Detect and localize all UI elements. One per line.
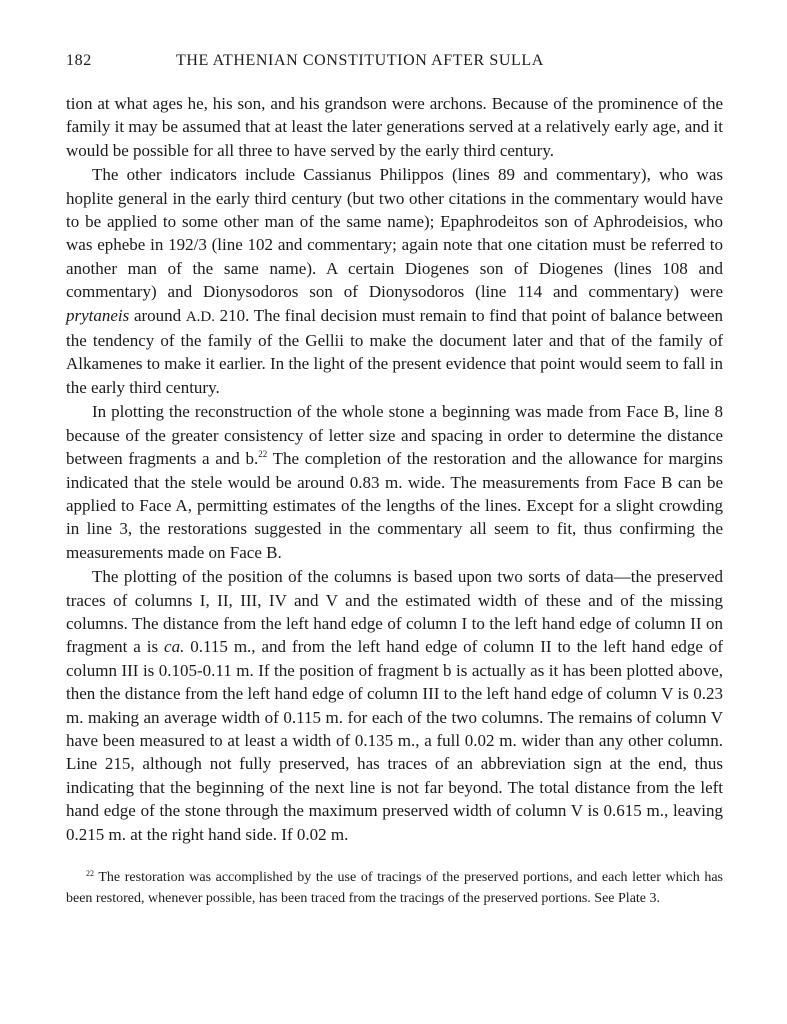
paragraph-1-text: tion at what ages he, his son, and his grandson were archons. Because of the prominence of the family it may be assumed that at least the later generations served at a relatively early age, and it would be possible for all three to have served by the early third century.	[66, 94, 723, 160]
footnote-reference: 22	[258, 449, 268, 460]
paragraph-2	[66, 163, 723, 399]
paragraph-1	[66, 92, 723, 162]
paragraph-3	[66, 400, 723, 564]
paragraph-2-text-b: around	[133, 305, 182, 325]
running-title: THE ATHENIAN CONSTITUTION AFTER SULLA	[176, 52, 544, 69]
running-head	[66, 52, 723, 82]
paragraph-2-era: A.D.	[185, 308, 215, 325]
footnote-text: The restoration was accomplished by the use of tracings of the preserved portions, and each letter which has been restored, whenever possible, has been traced from the tracings of the preserved portions. See Plate 3.	[66, 870, 724, 906]
paragraph-4-text-a: The plotting of the position of the columns is based upon two sorts of data—the preserved traces of columns I, II, III, IV and V and the estimated width of these and of the missing columns. The distance from the left hand edge of column I to the left hand edge of column II on fragment a is	[66, 567, 723, 657]
body-text	[66, 92, 723, 846]
paragraph-2-text-a: The other indicators include Cassianus Philippos (lines 89 and commentary), who was hoplite general in the early third century (but two other citations in the commentary would have to be applied to some other man of the same name); Epaphrodeitos son of Aphrodeisios, who was ephebe in 192/3 (line 102 and commentary; again note that one citation must be referred to another man of the same name). A certain Diogenes son of Diogenes (lines 108 and commentary) and Dionysodoros son of Dionysodoros (line 114 and commentary) were	[66, 165, 723, 302]
paragraph-2-text-c: 210. The final decision must remain to find that point of balance between the tendency of the family of the Gellii to make the document later and that of the family of Alkamenes to make it earlier. In the light of the present evidence that point would seem to fall in the early third century.	[66, 305, 724, 397]
book-page	[66, 52, 723, 909]
paragraph-4	[66, 565, 723, 846]
paragraph-3-text-a: In plotting the reconstruction of the whole stone a beginning was made from Face B, line 8 because of the greater consistency of letter size and spacing in order to determine the distance between fragments a and b.	[66, 402, 723, 469]
footnote-number: 22	[86, 869, 94, 878]
paragraph-2-italic-term: prytaneis	[66, 305, 130, 325]
page-number: 182	[66, 52, 92, 69]
paragraph-3-text-b: The completion of the restoration and the allowance for margins indicated that the stele would be around 0.83 m. wide. The measurements from Face B can be applied to Face A, permitting estimates of the lengths of the lines. Except for a slight crowding in line 3, the restorations suggested in the commentary all seem to fit, thus confirming the measurements made on Face B.	[66, 449, 724, 562]
paragraph-4-text-b: 0.115 m., and from the left hand edge of column II to the left hand edge of column III is 0.105-0.11 m. If the position of fragment b is actually as it has been plotted above, then the distance from the left hand edge of column III to the left hand edge of column V is 0.23 m. making an average width of 0.115 m. for each of the two columns. The remains of column V have been measured to at least a width of 0.135 m., a full 0.02 m. wider than any other column. Line 215, although not fully preserved, has traces of an abbreviation sign at the end, thus indicating that the beginning of the next line is not far beyond. The total distance from the left hand edge of the stone through the maximum preserved width of column V is 0.615 m., leaving 0.215 m. at the right hand side. If 0.02 m.	[66, 637, 724, 844]
footnote	[66, 868, 723, 909]
paragraph-4-italic-term: ca.	[164, 637, 185, 657]
